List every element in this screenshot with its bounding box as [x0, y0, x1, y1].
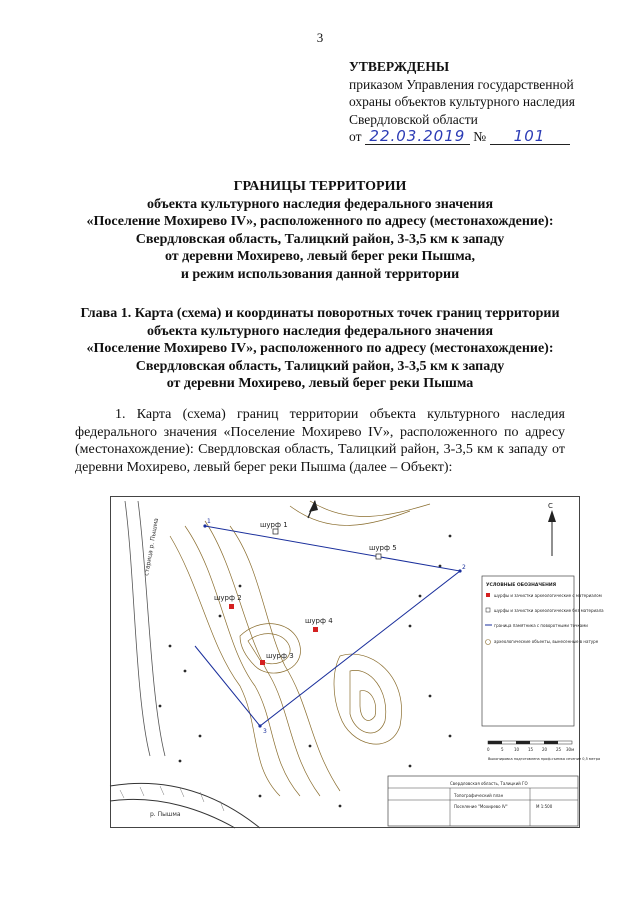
title-stamp	[388, 776, 578, 826]
scale-tick: 25	[556, 747, 562, 752]
pit-label: шурф 4	[305, 617, 333, 625]
boundary-point	[258, 724, 261, 727]
chapter-heading	[40, 305, 600, 393]
scale-tick: 10	[514, 747, 520, 752]
title-line: ГРАНИЦЫ ТЕРРИТОРИИ	[233, 179, 407, 194]
scale-tick: 5	[501, 747, 504, 752]
pit-label: шурф 1	[260, 521, 288, 529]
title-line: от деревни Мохирево, левый берег реки Пышма,	[164, 249, 476, 264]
legend-item: шурфы и зачистки археологические с материалом	[494, 593, 602, 598]
legend-item: граница памятника с поворотными точками	[494, 623, 588, 628]
approval-line-1: приказом Управления государственной	[349, 76, 574, 92]
pit-label: шурф 5	[369, 544, 397, 552]
title-line: «Поселение Мохирево IV», расположенного по адресу (местонахождение):	[86, 214, 554, 229]
approval-number: 101	[490, 129, 570, 145]
paragraph-1	[75, 406, 565, 476]
approval-title: УТВЕРЖДЕНЫ	[349, 59, 450, 74]
approval-date: 22.03.2019	[365, 129, 470, 145]
stamp-text: Поселение "Мохирево IV"	[454, 804, 508, 809]
document-title	[40, 178, 600, 283]
north-label: С	[548, 502, 553, 510]
chapter-line: объекта культурного наследия федерального значения	[146, 323, 494, 339]
boundary-point-label: 1	[207, 518, 211, 525]
from-label: от	[349, 129, 362, 144]
river-label-bottom: р. Пышма	[150, 811, 181, 818]
river-label-left: старица р. Пышма	[143, 517, 161, 577]
stamp-text: М 1:500	[536, 804, 553, 809]
stamp-text: Топографический план	[454, 793, 504, 798]
boundary-point-label: 3	[263, 728, 267, 735]
chapter-line: Глава 1. Карта (схема) и координаты поворотных точек границ территории	[80, 306, 560, 321]
pit-marker	[273, 529, 278, 534]
pit-marker-finds	[229, 604, 234, 609]
paragraph-text: 1. Карта (схема) границ территории объекта культурного наследия федерального значения «Поселение Мохирево IV», расположенного по адресу (местонахождение): Свердловская область, Талицкий район, 3-3,5 км к западу от деревни Мохирево, левый берег реки Пышма (далее – Объект):	[75, 407, 565, 475]
approval-date-line	[349, 128, 629, 146]
chapter-line: Свердловская область, Талицкий район, 3-3,5 км к западу	[135, 358, 505, 374]
boundary-point-label: 2	[462, 564, 466, 571]
page-number: 3	[316, 30, 324, 45]
chapter-line: «Поселение Мохирево IV», расположенного по адресу (местонахождение):	[86, 341, 554, 356]
title-line: объекта культурного наследия федерального значения	[146, 196, 494, 212]
pit-marker-finds	[313, 627, 318, 632]
approval-line-2: охраны объектов культурного наследия	[349, 94, 575, 109]
scale-tick: 15	[528, 747, 534, 752]
title-line: Свердловская область, Талицкий район, 3-3,5 км к западу	[135, 231, 505, 247]
pit-marker-finds	[260, 660, 265, 665]
pit-label: шурф 3	[266, 652, 294, 660]
legend-item: археологические объекты, вынесенные в натуре	[494, 639, 599, 644]
approval-block	[349, 58, 629, 146]
pit-label: шурф 2	[214, 594, 242, 602]
scale-tick: 20	[542, 747, 548, 752]
number-label: №	[473, 129, 487, 144]
stamp-text: Свердловская область, Талицкий ГО	[450, 781, 528, 786]
pit-marker	[376, 554, 381, 559]
scale-tick: 30м	[566, 747, 575, 752]
site-map-svg	[110, 496, 604, 828]
scale-note: Выкопировка подготовлена проф.съемка сечение 0,5 метра	[488, 757, 601, 761]
site-map	[110, 496, 604, 828]
title-line: и режим использования данной территории	[180, 266, 460, 282]
legend-title: УСЛОВНЫЕ ОБОЗНАЧЕНИЯ	[486, 583, 557, 588]
legend	[482, 576, 604, 726]
legend-item: шурфы и зачистки археологические без материала	[494, 608, 604, 613]
approval-line-3: Свердловской области	[349, 111, 478, 127]
chapter-line: от деревни Мохирево, левый берег реки Пышма	[166, 376, 474, 391]
scale-tick: 0	[487, 747, 490, 752]
